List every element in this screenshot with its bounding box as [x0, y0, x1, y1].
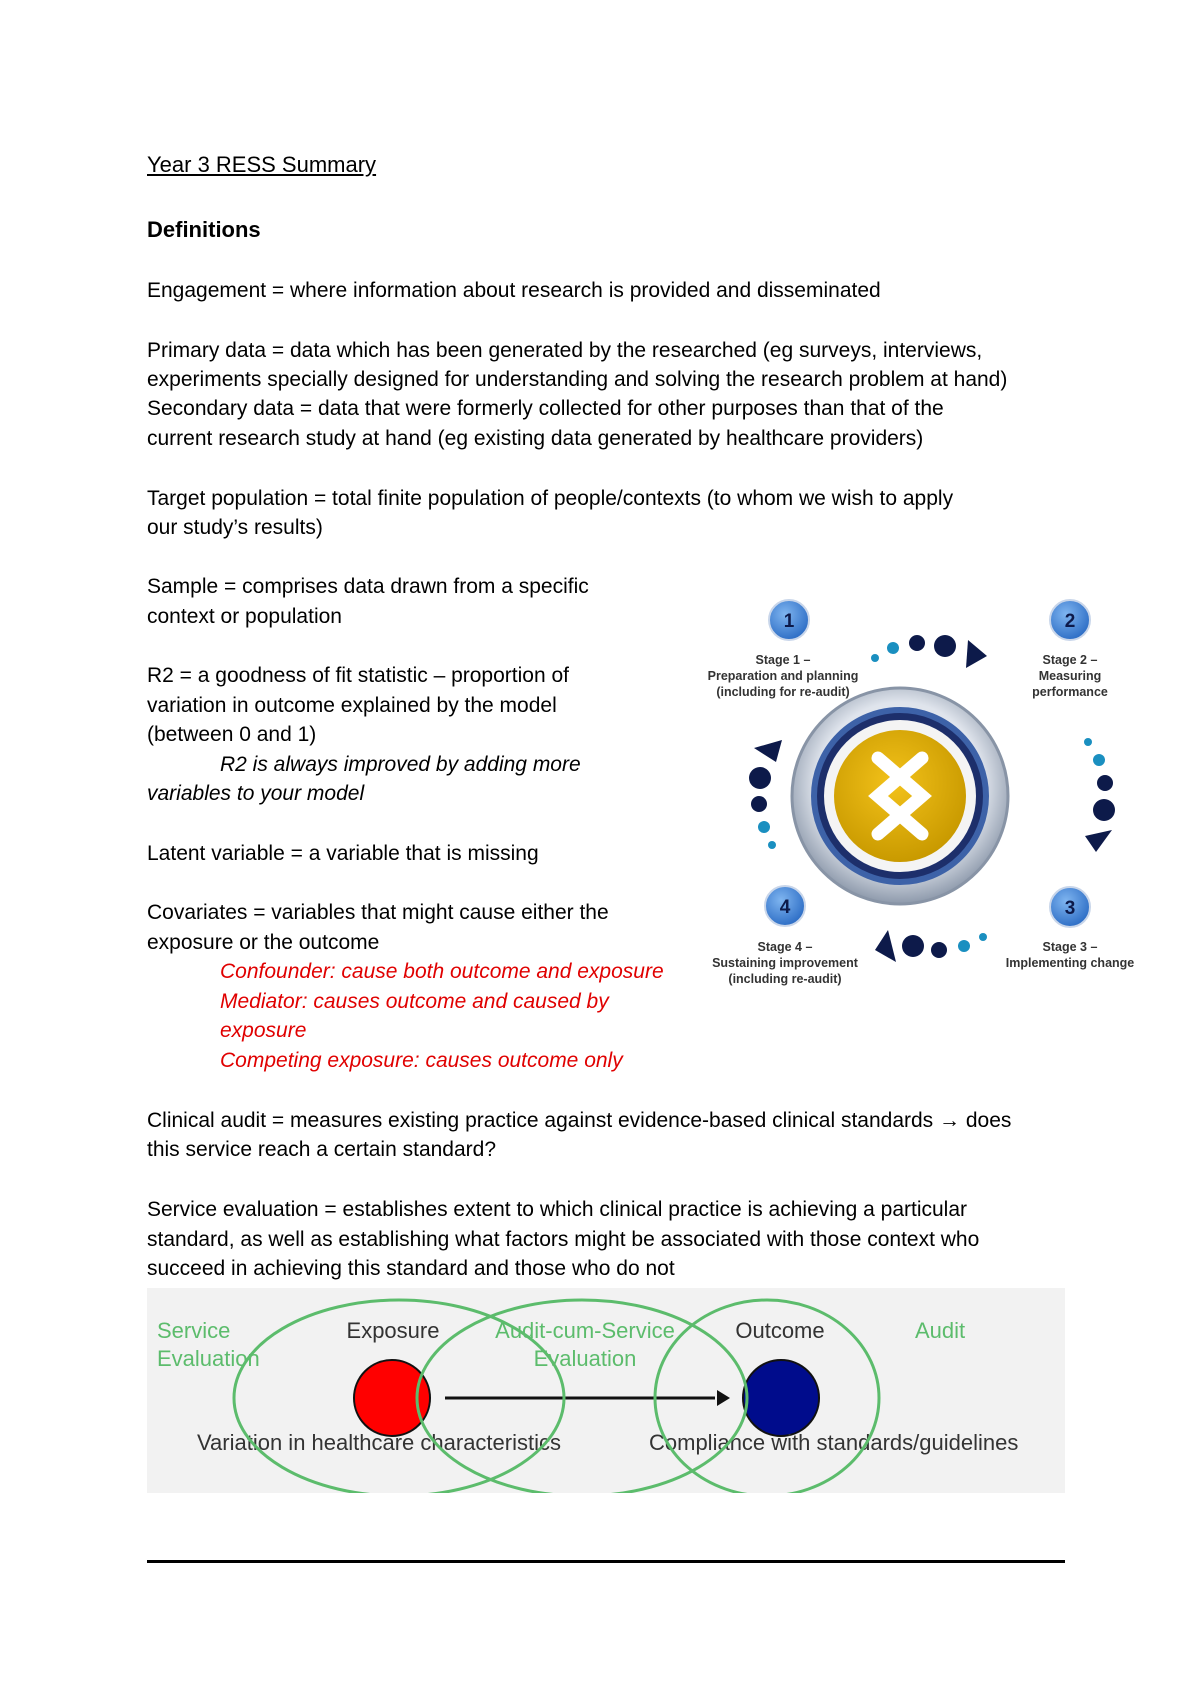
- def-primary-1: Primary data = data which has been generated by the researched (eg surveys, interviews,: [147, 339, 983, 362]
- stage-desc: (including for re-audit): [716, 685, 850, 699]
- stage-2: [1032, 600, 1108, 699]
- stage-title: Stage 4 –: [757, 940, 813, 954]
- service-evaluation-label: Evaluation: [157, 1346, 260, 1371]
- def-engagement: Engagement = where information about research is provided and disseminated: [147, 279, 881, 302]
- section-heading: Definitions: [147, 217, 261, 242]
- def-audit-1: Clinical audit = measures existing practice against evidence-based clinical standards → does: [147, 1109, 1012, 1132]
- def-primary-2: experiments specially designed for understanding and solving the research problem at hand): [147, 368, 1008, 391]
- outcome-node: [743, 1360, 819, 1436]
- confounder-note: Confounder: cause both outcome and exposure: [220, 960, 664, 983]
- stage-desc: Implementing change: [1005, 956, 1135, 970]
- stage-number: 1: [783, 611, 795, 632]
- r2-note-2: variables to your model: [147, 782, 365, 805]
- def-target-1: Target population = total finite population of people/contexts (to whom we wish to apply: [147, 487, 954, 510]
- def-target-2: our study’s results): [147, 516, 323, 539]
- def-audit-2: this service reach a certain standard?: [147, 1138, 497, 1161]
- stage-number: 2: [1064, 611, 1076, 632]
- center-emblem: [792, 688, 1008, 904]
- def-r2-2: variation in outcome explained by the model: [147, 694, 557, 717]
- def-sample-2: context or population: [147, 605, 342, 628]
- stage-desc: Measuring: [1038, 669, 1102, 683]
- stage-desc: Preparation and planning: [707, 669, 859, 683]
- stage-desc: performance: [1032, 685, 1108, 699]
- stage-title: Stage 3 –: [1042, 940, 1098, 954]
- stage-4: [712, 886, 859, 986]
- mediator-note-1: Mediator: causes outcome and caused by: [220, 990, 609, 1013]
- audit-cum-service-label: Audit-cum-Service: [495, 1318, 675, 1343]
- evaluation-venn-diagram: [147, 1288, 1065, 1493]
- competing-note: Competing exposure: causes outcome only: [220, 1049, 623, 1072]
- stage-1: [708, 600, 859, 699]
- def-latent: Latent variable = a variable that is missing: [147, 842, 539, 865]
- variation-label: Variation in healthcare characteristics: [197, 1430, 561, 1455]
- audit-cum-service-label: Evaluation: [533, 1346, 637, 1371]
- stage-number: 3: [1064, 898, 1076, 919]
- stage-title: Stage 1 –: [755, 653, 811, 667]
- def-service-1: Service evaluation = establishes extent to which clinical practice is achieving a particular: [147, 1198, 968, 1221]
- audit-label: Audit: [915, 1318, 966, 1343]
- exposure-node: [354, 1360, 430, 1436]
- bottom-rule: [147, 1560, 1065, 1563]
- compliance-label: Compliance with standards/guidelines: [649, 1430, 1019, 1455]
- stage-3: [1006, 887, 1135, 970]
- def-secondary-1: Secondary data = data that were formerly collected for other purposes than that of the: [147, 397, 944, 420]
- def-service-3: succeed in achieving this standard and those who do not: [147, 1257, 675, 1280]
- stage-desc: Sustaining improvement: [712, 956, 858, 970]
- def-r2-1: R2 = a goodness of fit statistic – proportion of: [147, 664, 569, 687]
- def-secondary-2: current research study at hand (eg existing data generated by healthcare providers): [147, 427, 924, 450]
- exposure-label: Exposure: [346, 1318, 440, 1343]
- stage-desc: (including re-audit): [728, 972, 842, 986]
- def-covariates-1: Covariates = variables that might cause either the: [147, 901, 609, 924]
- mediator-note-2: exposure: [220, 1019, 307, 1042]
- r2-note-1: R2 is always improved by adding more: [220, 753, 581, 776]
- def-service-2: standard, as well as establishing what factors might be associated with those context who: [147, 1228, 980, 1251]
- audit-cycle-diagram: [700, 590, 1150, 1000]
- outcome-label: Outcome: [735, 1318, 825, 1343]
- service-evaluation-label: Service: [157, 1318, 231, 1343]
- def-sample-1: Sample = comprises data drawn from a specific: [147, 575, 589, 598]
- def-covariates-2: exposure or the outcome: [147, 931, 380, 954]
- def-r2-3: (between 0 and 1): [147, 723, 317, 746]
- stage-title: Stage 2 –: [1042, 653, 1098, 667]
- page-title: Year 3 RESS Summary: [147, 152, 377, 177]
- stage-number: 4: [779, 897, 791, 918]
